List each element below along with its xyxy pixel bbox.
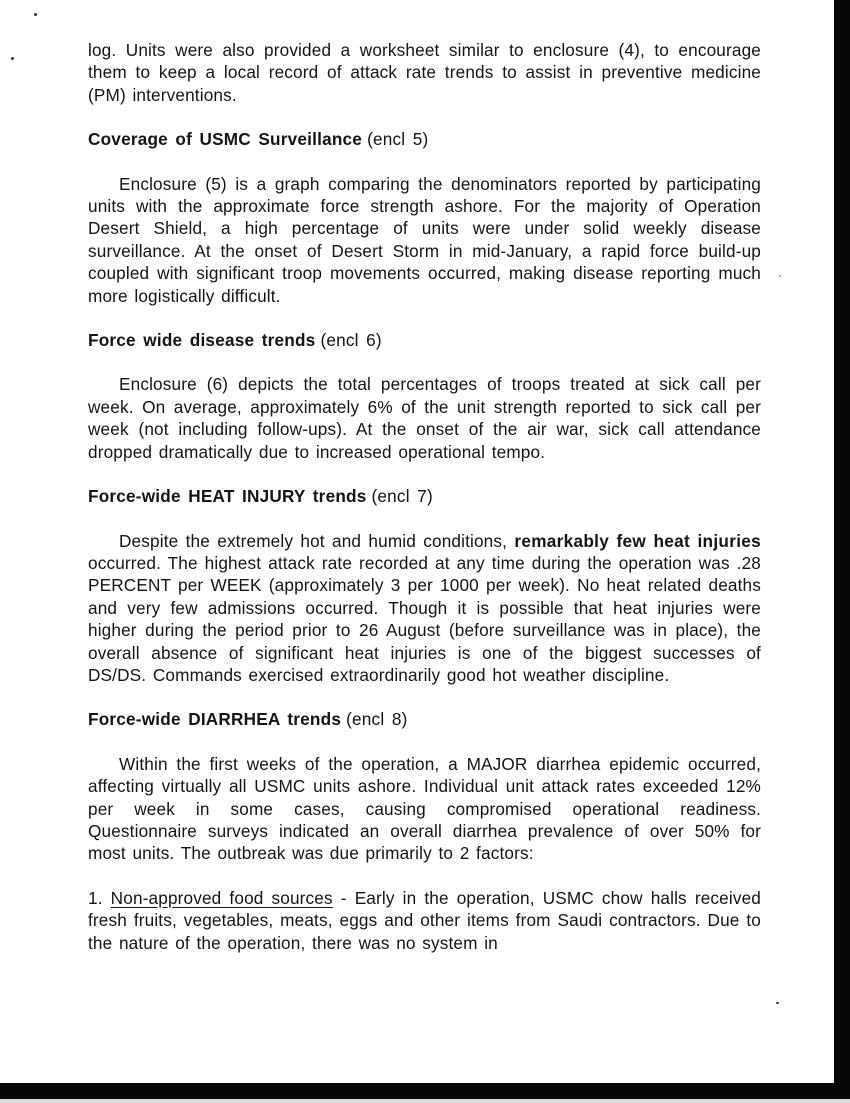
paragraph-log-continuation (88, 39, 761, 106)
list-item-1-rest: - Early in the operation, USMC chow halls received fresh fruits, vegetables, meats, eggs and other items from Saudi contractors. Due to the nature of the operation, there was no system in (88, 887, 761, 953)
heading-heat-title: Force-wide HEAT INJURY trends (88, 486, 367, 507)
heading-heat-injury-trends (88, 485, 761, 507)
paragraph-enclosure-5 (88, 173, 761, 307)
paragraph-heat-post: occurred. The highest attack rate recorded at any time during the operation was .28 PERCENT per WEEK (approximately 3 per 1000 per week). No heat related deaths and very few admissions occurred. Though it is possible that heat injuries were higher during the period prior to 26 August (before surveillance was in place), the overall absence of significant heat injuries is one of the biggest successes of DS/DS. Commands exercised extraordinarily good hot weather discipline. (88, 552, 761, 685)
heading-diarrhea-encl-ref: (encl 8) (346, 709, 408, 730)
scan-speck-artifact (11, 57, 14, 60)
list-item-1-underlined-phrase: Non-approved food sources (110, 887, 333, 908)
paragraph-heat-pre: Despite the extremely hot and humid conditions, (119, 530, 515, 551)
paragraph-diarrhea-text: Within the first weeks of the operation, a MAJOR diarrhea epidemic occurred, affecting virtually all USMC units ashore. Individual unit attack rates exceeded 12% per week in some cases, causing compromised operational readiness. Questionnaire surveys indicated an overall diarrhea prevalence of over 50% for most units. The outbreak was due primarily to 2 factors: (88, 753, 761, 864)
paragraph-diarrhea-epidemic (88, 753, 761, 865)
paragraph-log-continuation-text: log. Units were also provided a worksheet similar to enclosure (4), to encourage them to keep a local record of attack rate trends to assist in preventive medicine (PM) interventions. (88, 40, 761, 105)
paragraph-heat-bold-phrase: remarkably few heat injuries (514, 530, 761, 551)
paragraph-enclosure-6 (88, 373, 761, 463)
heading-disease-encl-ref: (encl 6) (320, 330, 382, 351)
document-content (88, 39, 761, 976)
heading-heat-encl-ref: (encl 7) (371, 486, 433, 507)
list-item-1-number: 1. (88, 887, 111, 908)
scan-speck-artifact (779, 275, 781, 277)
scan-speck-artifact (34, 13, 37, 16)
paragraph-enclosure-6-text: Enclosure (6) depicts the total percentages of troops treated at sick call per week. On average, approximately 6% of the unit strength reported to sick call per week (not including follow-ups). At the onset of the air war, sick call attendance dropped dramatically due to increased operational tempo. (88, 374, 761, 462)
heading-diarrhea-trends (88, 708, 761, 730)
scan-edge-strip (0, 1099, 850, 1103)
heading-coverage-title: Coverage of USMC Surveillance (88, 129, 363, 150)
heading-diarrhea-title: Force-wide DIARRHEA trends (88, 709, 342, 730)
paragraph-list-item-1 (88, 887, 761, 954)
paragraph-enclosure-5-text: Enclosure (5) is a graph comparing the denominators reported by participating units with the approximate force strength ashore. For the majority of Operation Desert Shield, a high percentage of units were under solid weekly disease surveillance. At the onset of Desert Storm in mid-January, a rapid force build-up coupled with significant troop movements occurred, making disease reporting much more logistically difficult. (88, 173, 761, 306)
heading-coverage-encl-ref: (encl 5) (367, 129, 429, 150)
heading-disease-title: Force wide disease trends (88, 330, 316, 351)
scan-border-right (834, 0, 850, 1087)
scan-border-bottom (0, 1083, 850, 1099)
heading-force-wide-disease-trends (88, 329, 761, 351)
heading-coverage-usmc-surveillance (88, 128, 761, 150)
scan-speck-artifact (776, 1002, 779, 1004)
paragraph-heat-injuries (88, 530, 761, 687)
